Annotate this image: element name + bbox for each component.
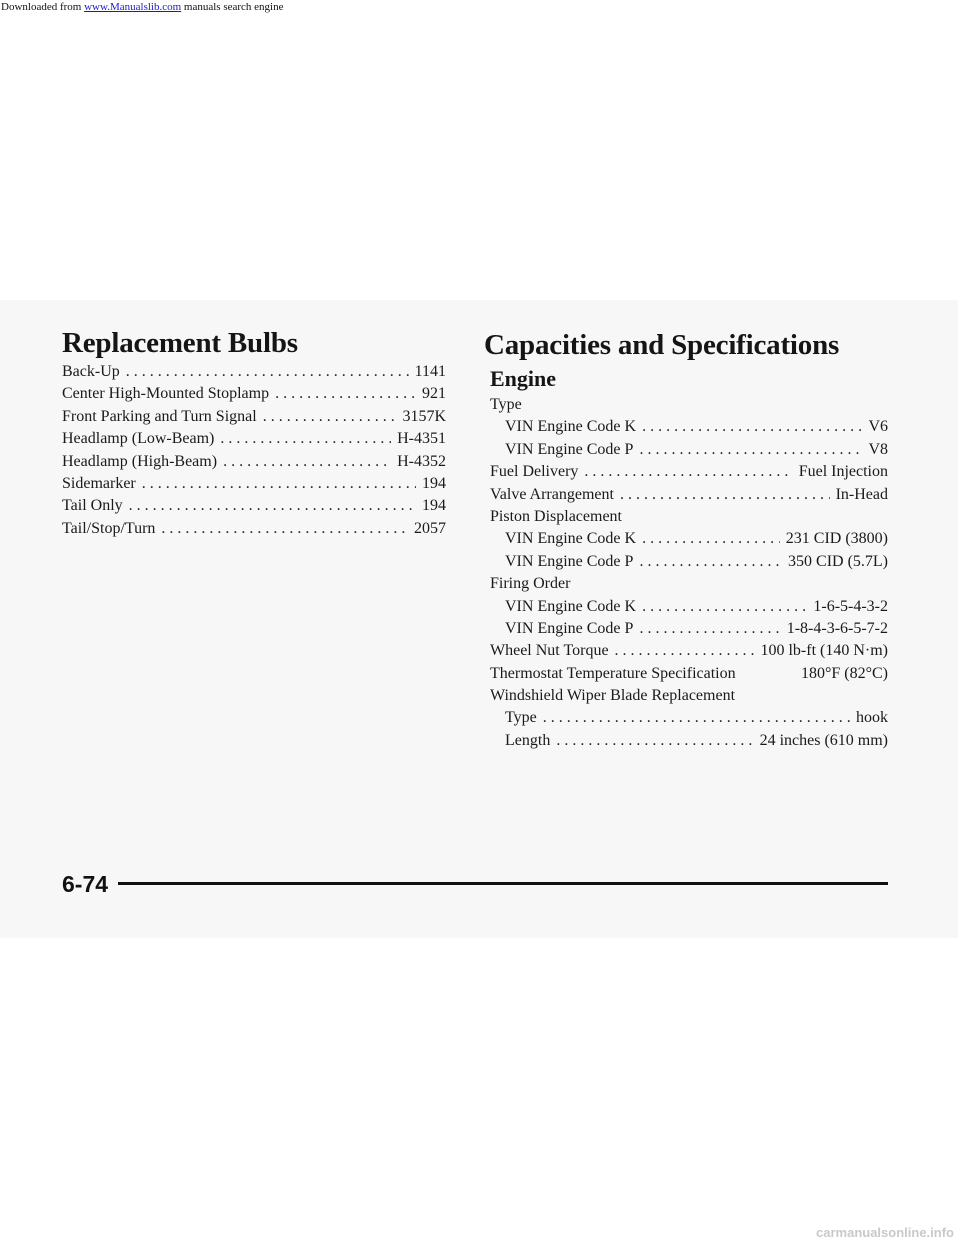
spec-piston-k: VIN Engine Code K . . . 231 CID (3800) (490, 530, 888, 552)
bulb-row-sidemarker: Sidemarker . . . 194 (62, 475, 446, 497)
bulb-row-tail-only: Tail Only . . . 194 (62, 497, 446, 519)
watermark: carmanualsonline.info (816, 1225, 954, 1240)
spec-piston-p: VIN Engine Code P . . . 350 CID (5.7L) (490, 553, 888, 575)
bulb-row-back-up: Back-Up . . . 1141 (62, 363, 446, 385)
banner-prefix: Downloaded from (1, 1, 85, 13)
spec-thermostat: Thermostat Temperature Specification 180°F (82°C) (490, 664, 888, 682)
spec-wiper-length: Length . . . 24 inches (610 mm) (490, 732, 888, 754)
spec-wheel-nut-torque: Wheel Nut Torque . . . 100 lb-ft (140 N·m) (490, 642, 888, 664)
manual-page (0, 300, 958, 938)
download-banner (0, 0, 283, 15)
spec-firing-k: VIN Engine Code K . . . 1-6-5-4-3-2 (490, 598, 888, 620)
spec-type-k: VIN Engine Code K . . . V6 (490, 418, 888, 440)
bulb-row-front-parking: Front Parking and Turn Signal . . . 3157K (62, 408, 446, 430)
bulb-row-headlamp-high: Headlamp (High-Beam) . . . H-4352 (62, 453, 446, 475)
manualslib-link[interactable]: www.Manualslib.com (84, 1, 182, 13)
spec-firing-p: VIN Engine Code P . . . 1-8-4-3-6-5-7-2 (490, 620, 888, 642)
spec-piston-label: Piston Displacement (490, 507, 622, 525)
banner-suffix: manuals search engine (181, 1, 284, 13)
footer-rule (118, 882, 888, 885)
spec-wiper-type: Type . . . hook (490, 709, 888, 731)
page-number: 6-74 (62, 871, 109, 897)
replacement-bulbs-heading: Replacement Bulbs (62, 327, 298, 359)
bulb-row-center-stoplamp: Center High-Mounted Stoplamp . . . 921 (62, 385, 446, 407)
bulb-row-tail-stop-turn: Tail/Stop/Turn . . . 2057 (62, 520, 446, 542)
spec-fuel-delivery: Fuel Delivery . . . Fuel Injection (490, 463, 888, 485)
engine-subheading: Engine (490, 366, 557, 391)
capacities-heading: Capacities and Specifications (484, 329, 840, 361)
spec-wiper-label: Windshield Wiper Blade Replacement (490, 687, 736, 705)
spec-firing-label: Firing Order (490, 575, 571, 593)
bulb-row-headlamp-low: Headlamp (Low-Beam) . . . H-4351 (62, 430, 446, 452)
bulb-list (62, 363, 446, 542)
spec-type-p: VIN Engine Code P . . . V8 (490, 441, 888, 463)
spec-type-label: Type (490, 396, 522, 413)
spec-list (490, 396, 888, 754)
spec-valve-arrangement: Valve Arrangement . . . In-Head (490, 486, 888, 508)
